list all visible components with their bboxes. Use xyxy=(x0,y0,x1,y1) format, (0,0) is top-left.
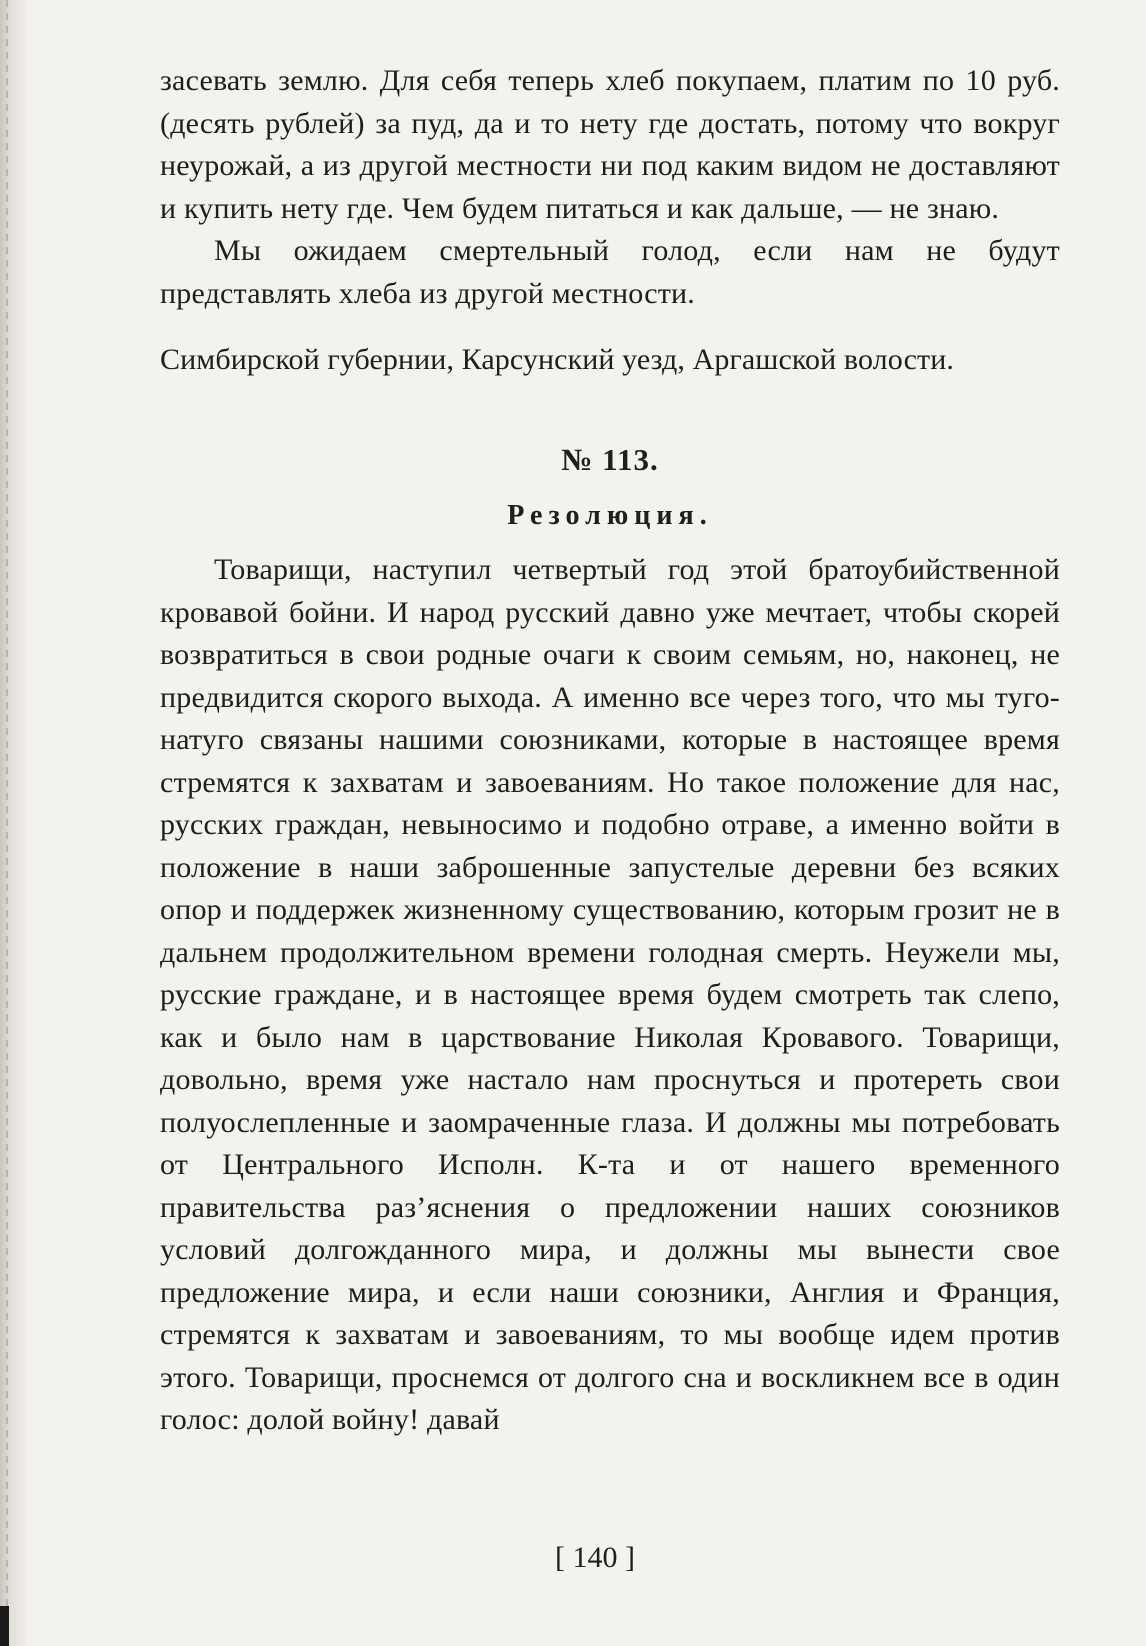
scanned-page-edge xyxy=(0,0,26,1646)
document-number: № 113. xyxy=(561,442,659,477)
page-number: [ 140 ] xyxy=(555,1541,635,1574)
page-content xyxy=(160,60,1060,1442)
resolution-paragraph: Товарищи, наступил четвертый год этой братоубийственной кровавой бойни. И народ русский давно уже мечтает, чтобы скорей возвратиться в свои родные очаги к своим семьям, но, наконец, не предвидится скорого выхода. А именно все через того, что мы туго-натуго связаны нашими союзниками, которые в настоящее время стремятся к захватам и завоеваниям. Но такое положение для нас, русских граждан, невыносимо и подобно отраве, а именно войти в положение в наши заброшенные запустелые деревни без всяких опор и поддержек жизненному существованию, которым грозит не в дальнем продолжительном времени голодная смерть. Неужели мы, русские граждане, и в настоящее время будем смотреть так слепо, как и было нам в царствование Николая Кровавого. Товарищи, довольно, время уже настало нам проснуться и протереть свои полуослепленные и заомраченные глаза. И должны мы потребовать от Центрального Исполн. К-та и от нашего временного правительства раз’яснения о предложении наших союзников условий долгожданного мира, и должны мы вынести свое предложение мира, и если наши союзники, Англия и Франция, стремятся к захватам и завоеваниям, то мы вообще идем против этого. Товарищи, проснемся от долгого сна и воскликнем все в один голос: долой войну! давай xyxy=(160,553,1060,1436)
scan-corner-mark xyxy=(0,1606,9,1646)
second-paragraph: Мы ожидаем смертельный голод, если нам не будут представлять хлеба из другой местности. xyxy=(160,234,1060,310)
document-heading: Резолюция. xyxy=(507,500,713,531)
address-line: Симбирской губернии, Карсунский уезд, Аргашской волости. xyxy=(160,343,954,376)
opening-paragraph: засевать землю. Для себя теперь хлеб покупаем, платим по 10 руб. (десять рублей) за пуд, да и то нету где достать, потому что вокруг неурожай, а из другой местности ни под каким видом не доставляют и купить нету где. Чем будем питаться и как дальше, — не знаю. xyxy=(160,64,1060,225)
